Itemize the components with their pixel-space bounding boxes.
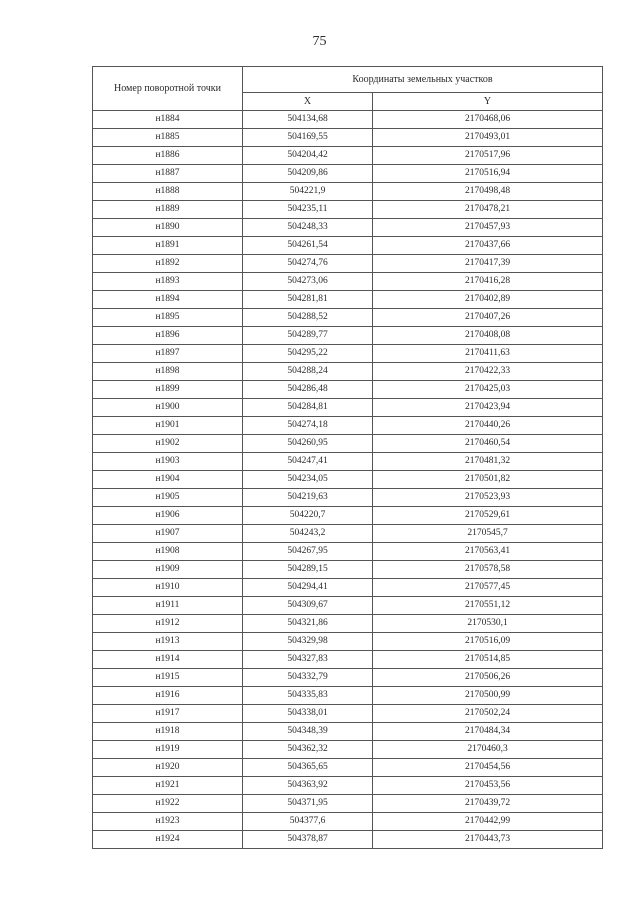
table-row: [93, 129, 603, 147]
x-coordinate-cell: 504378,87: [243, 831, 373, 849]
x-coordinate-cell: 504235,11: [243, 201, 373, 219]
y-coordinate-cell: 2170523,93: [373, 489, 603, 507]
table-row: [93, 255, 603, 273]
y-coordinate-cell: 2170551,12: [373, 597, 603, 615]
y-coordinate-cell: 2170498,48: [373, 183, 603, 201]
y-coordinate-cell: 2170529,61: [373, 507, 603, 525]
point-number-cell: н1894: [93, 291, 243, 309]
point-number-cell: н1913: [93, 633, 243, 651]
table-row: [93, 435, 603, 453]
y-coordinate-cell: 2170501,82: [373, 471, 603, 489]
y-coordinate-cell: 2170530,1: [373, 615, 603, 633]
y-coordinate-cell: 2170417,39: [373, 255, 603, 273]
point-number-cell: н1907: [93, 525, 243, 543]
table-row: [93, 489, 603, 507]
table-row: [93, 237, 603, 255]
x-coordinate-cell: 504234,05: [243, 471, 373, 489]
y-coordinate-cell: 2170423,94: [373, 399, 603, 417]
x-coordinate-cell: 504220,7: [243, 507, 373, 525]
y-coordinate-cell: 2170439,72: [373, 795, 603, 813]
point-number-cell: н1891: [93, 237, 243, 255]
x-coordinate-cell: 504260,95: [243, 435, 373, 453]
x-coordinate-cell: 504209,86: [243, 165, 373, 183]
point-number-cell: н1922: [93, 795, 243, 813]
x-coordinate-cell: 504338,01: [243, 705, 373, 723]
table-row: [93, 345, 603, 363]
table-row: [93, 723, 603, 741]
header-point-number: Номер поворотной точки: [93, 67, 243, 111]
y-coordinate-cell: 2170468,06: [373, 111, 603, 129]
y-coordinate-cell: 2170407,26: [373, 309, 603, 327]
x-coordinate-cell: 504288,24: [243, 363, 373, 381]
x-coordinate-cell: 504329,98: [243, 633, 373, 651]
point-number-cell: н1923: [93, 813, 243, 831]
y-coordinate-cell: 2170460,54: [373, 435, 603, 453]
table-row: [93, 399, 603, 417]
point-number-cell: н1914: [93, 651, 243, 669]
y-coordinate-cell: 2170493,01: [373, 129, 603, 147]
table-row: [93, 363, 603, 381]
x-coordinate-cell: 504243,2: [243, 525, 373, 543]
table-row: [93, 795, 603, 813]
x-coordinate-cell: 504219,63: [243, 489, 373, 507]
point-number-cell: н1906: [93, 507, 243, 525]
point-number-cell: н1917: [93, 705, 243, 723]
table-row: [93, 453, 603, 471]
y-coordinate-cell: 2170440,26: [373, 417, 603, 435]
point-number-cell: н1889: [93, 201, 243, 219]
y-coordinate-cell: 2170437,66: [373, 237, 603, 255]
table-row: [93, 147, 603, 165]
x-coordinate-cell: 504321,86: [243, 615, 373, 633]
y-coordinate-cell: 2170425,03: [373, 381, 603, 399]
y-coordinate-cell: 2170481,32: [373, 453, 603, 471]
y-coordinate-cell: 2170563,41: [373, 543, 603, 561]
y-coordinate-cell: 2170416,28: [373, 273, 603, 291]
x-coordinate-cell: 504363,92: [243, 777, 373, 795]
y-coordinate-cell: 2170545,7: [373, 525, 603, 543]
point-number-cell: н1888: [93, 183, 243, 201]
point-number-cell: н1919: [93, 741, 243, 759]
header-y: Y: [373, 93, 603, 111]
point-number-cell: н1912: [93, 615, 243, 633]
table-row: [93, 543, 603, 561]
point-number-cell: н1920: [93, 759, 243, 777]
table-row: [93, 777, 603, 795]
x-coordinate-cell: 504348,39: [243, 723, 373, 741]
table-row: [93, 327, 603, 345]
point-number-cell: н1900: [93, 399, 243, 417]
x-coordinate-cell: 504134,68: [243, 111, 373, 129]
table-row: [93, 561, 603, 579]
y-coordinate-cell: 2170506,26: [373, 669, 603, 687]
table-row: [93, 687, 603, 705]
y-coordinate-cell: 2170516,94: [373, 165, 603, 183]
point-number-cell: н1908: [93, 543, 243, 561]
x-coordinate-cell: 504261,54: [243, 237, 373, 255]
table-row: [93, 183, 603, 201]
header-coordinates: Координаты земельных участков: [243, 67, 603, 93]
x-coordinate-cell: 504362,32: [243, 741, 373, 759]
point-number-cell: н1909: [93, 561, 243, 579]
header-x: X: [243, 93, 373, 111]
x-coordinate-cell: 504332,79: [243, 669, 373, 687]
point-number-cell: н1895: [93, 309, 243, 327]
point-number-cell: н1899: [93, 381, 243, 399]
y-coordinate-cell: 2170453,56: [373, 777, 603, 795]
y-coordinate-cell: 2170500,99: [373, 687, 603, 705]
x-coordinate-cell: 504274,18: [243, 417, 373, 435]
point-number-cell: н1893: [93, 273, 243, 291]
table-row: [93, 165, 603, 183]
y-coordinate-cell: 2170422,33: [373, 363, 603, 381]
point-number-cell: н1911: [93, 597, 243, 615]
point-number-cell: н1905: [93, 489, 243, 507]
x-coordinate-cell: 504204,42: [243, 147, 373, 165]
y-coordinate-cell: 2170442,99: [373, 813, 603, 831]
table-row: [93, 741, 603, 759]
y-coordinate-cell: 2170443,73: [373, 831, 603, 849]
coordinates-table: [92, 66, 603, 849]
y-coordinate-cell: 2170578,58: [373, 561, 603, 579]
point-number-cell: н1887: [93, 165, 243, 183]
x-coordinate-cell: 504286,48: [243, 381, 373, 399]
x-coordinate-cell: 504295,22: [243, 345, 373, 363]
point-number-cell: н1903: [93, 453, 243, 471]
x-coordinate-cell: 504309,67: [243, 597, 373, 615]
point-number-cell: н1892: [93, 255, 243, 273]
table-row: [93, 273, 603, 291]
point-number-cell: н1886: [93, 147, 243, 165]
x-coordinate-cell: 504294,41: [243, 579, 373, 597]
y-coordinate-cell: 2170478,21: [373, 201, 603, 219]
point-number-cell: н1890: [93, 219, 243, 237]
table-row: [93, 831, 603, 849]
point-number-cell: н1916: [93, 687, 243, 705]
table-row: [93, 669, 603, 687]
point-number-cell: н1904: [93, 471, 243, 489]
table-row: [93, 201, 603, 219]
table-row: [93, 633, 603, 651]
table-row: [93, 651, 603, 669]
table-row: [93, 291, 603, 309]
x-coordinate-cell: 504289,77: [243, 327, 373, 345]
y-coordinate-cell: 2170408,08: [373, 327, 603, 345]
y-coordinate-cell: 2170514,85: [373, 651, 603, 669]
x-coordinate-cell: 504281,81: [243, 291, 373, 309]
x-coordinate-cell: 504274,76: [243, 255, 373, 273]
x-coordinate-cell: 504267,95: [243, 543, 373, 561]
x-coordinate-cell: 504288,52: [243, 309, 373, 327]
y-coordinate-cell: 2170517,96: [373, 147, 603, 165]
point-number-cell: н1921: [93, 777, 243, 795]
point-number-cell: н1924: [93, 831, 243, 849]
y-coordinate-cell: 2170460,3: [373, 741, 603, 759]
table-row: [93, 309, 603, 327]
y-coordinate-cell: 2170457,93: [373, 219, 603, 237]
table-row: [93, 813, 603, 831]
y-coordinate-cell: 2170454,56: [373, 759, 603, 777]
table-row: [93, 597, 603, 615]
page-number: 75: [312, 34, 327, 49]
point-number-cell: н1896: [93, 327, 243, 345]
table-row: [93, 381, 603, 399]
table-row: [93, 417, 603, 435]
table-body: [93, 111, 603, 849]
x-coordinate-cell: 504377,6: [243, 813, 373, 831]
point-number-cell: н1902: [93, 435, 243, 453]
table-row: [93, 759, 603, 777]
point-number-cell: н1915: [93, 669, 243, 687]
point-number-cell: н1885: [93, 129, 243, 147]
table-row: [93, 705, 603, 723]
x-coordinate-cell: 504335,83: [243, 687, 373, 705]
table-row: [93, 525, 603, 543]
table-row: [93, 471, 603, 489]
point-number-cell: н1910: [93, 579, 243, 597]
point-number-cell: н1918: [93, 723, 243, 741]
point-number-cell: н1884: [93, 111, 243, 129]
x-coordinate-cell: 504371,95: [243, 795, 373, 813]
point-number-cell: н1898: [93, 363, 243, 381]
x-coordinate-cell: 504284,81: [243, 399, 373, 417]
x-coordinate-cell: 504169,55: [243, 129, 373, 147]
x-coordinate-cell: 504327,83: [243, 651, 373, 669]
x-coordinate-cell: 504289,15: [243, 561, 373, 579]
y-coordinate-cell: 2170411,63: [373, 345, 603, 363]
point-number-cell: н1901: [93, 417, 243, 435]
point-number-cell: н1897: [93, 345, 243, 363]
x-coordinate-cell: 504365,65: [243, 759, 373, 777]
x-coordinate-cell: 504273,06: [243, 273, 373, 291]
y-coordinate-cell: 2170502,24: [373, 705, 603, 723]
y-coordinate-cell: 2170577,45: [373, 579, 603, 597]
table-row: [93, 111, 603, 129]
table-row: [93, 579, 603, 597]
y-coordinate-cell: 2170402,89: [373, 291, 603, 309]
y-coordinate-cell: 2170484,34: [373, 723, 603, 741]
table-row: [93, 219, 603, 237]
x-coordinate-cell: 504221,9: [243, 183, 373, 201]
y-coordinate-cell: 2170516,09: [373, 633, 603, 651]
table-row: [93, 615, 603, 633]
x-coordinate-cell: 504248,33: [243, 219, 373, 237]
x-coordinate-cell: 504247,41: [243, 453, 373, 471]
table-row: [93, 507, 603, 525]
